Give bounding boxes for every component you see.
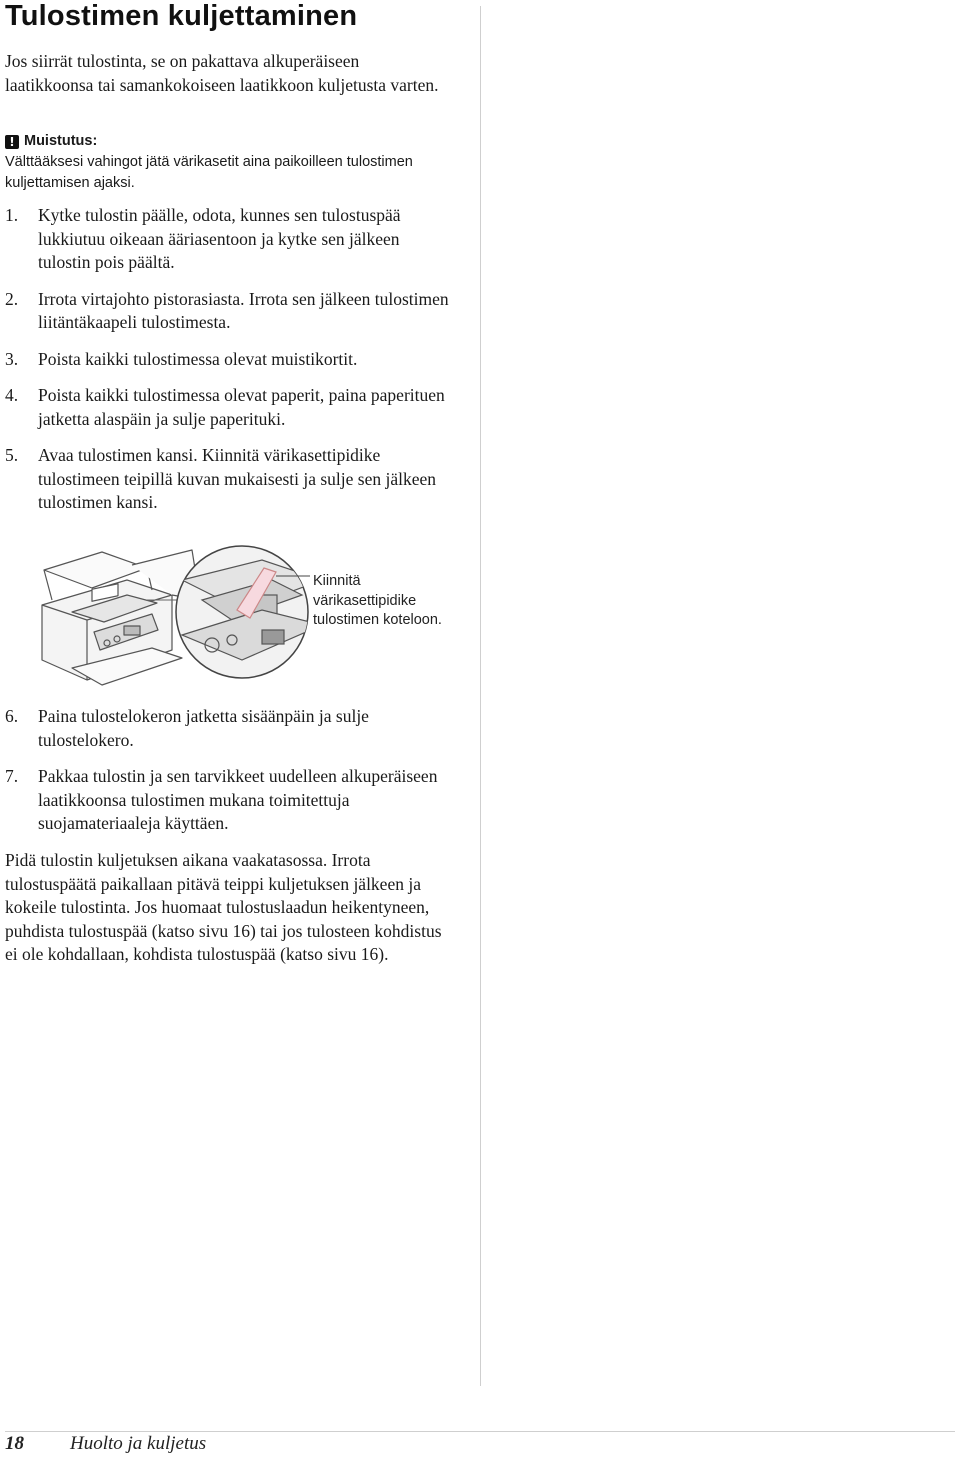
- intro-paragraph: Jos siirrät tulostinta, se on pakattava alkuperäiseen laatikkoonsa tai samankokoiseen laatikkoon kuljetusta varten.: [5, 51, 439, 95]
- step-text: Poista kaikki tulostimessa olevat muistikortit.: [38, 348, 358, 369]
- step-number: 1.: [5, 205, 19, 225]
- step-number: 6.: [5, 706, 19, 726]
- step-text: Paina tulostelokeron jatketta sisäänpäin ja sulje tulostelokero.: [38, 706, 369, 750]
- caution-header: [5, 131, 455, 152]
- closing-paragraph: Pidä tulostin kuljetuksen aikana vaakatasossa. Irrota tulostuspäätä paikallaan pitävä teippi kuljetuksen jälkeen ja kokeile tulostinta. Jos huomaat tulostuslaadun heikentyneen, puhdista tulostuspää (katso sivu 16) tai jos tulosteen kohdistus ei ole kohdallaan, kohdista tulostuspää (katso sivu 16).: [5, 850, 442, 964]
- step-text: Kytke tulostin päälle, odota, kunnes sen tulostuspää lukkiutuu oikeaan ääriasentoon ja kytke sen jälkeen tulostin pois päältä.: [38, 205, 401, 272]
- step-number: 5.: [5, 445, 19, 465]
- page-number: 18: [5, 1433, 24, 1454]
- caution-note: [5, 131, 455, 194]
- page-footer: [5, 1433, 206, 1455]
- steps-list-1: [5, 204, 455, 528]
- step-item: [5, 765, 455, 836]
- page-heading: Tulostimen kuljettaminen: [5, 0, 358, 32]
- step-item: [5, 288, 455, 335]
- step-item: [5, 705, 455, 752]
- section-title: Huolto ja kuljetus: [70, 1433, 207, 1454]
- step-number: 7.: [5, 766, 19, 786]
- figure-callout: Kiinnitä värikasettipidike tulostimen koteloon.: [313, 573, 442, 628]
- step-item: [5, 444, 455, 515]
- warning-icon: !: [5, 135, 19, 149]
- steps-list-2: [5, 705, 455, 849]
- step-text: Avaa tulostimen kansi. Kiinnitä värikasettipidike tulostimeen teipillä kuvan mukaisesti ja sulje sen jälkeen tulostimen kansi.: [38, 445, 437, 512]
- step-item: [5, 348, 455, 372]
- step-item: [5, 204, 455, 275]
- caution-title: Muistutus:: [24, 133, 98, 149]
- step-text: Poista kaikki tulostimessa olevat paperit, paina paperituen jatketta alaspäin ja sulje paperituki.: [38, 385, 445, 429]
- column-divider: [480, 6, 481, 1386]
- caution-text: Välttääksesi vahingot jätä värikasetit aina paikoilleen tulostimen kuljettamisen ajaksi.: [5, 154, 413, 191]
- step-number: 2.: [5, 288, 19, 309]
- step-number: 4.: [5, 385, 19, 405]
- step-text: Irrota virtajohto pistorasiasta. Irrota sen jälkeen tulostimen liitäntäkaapeli tulostimesta.: [38, 288, 449, 332]
- step-number: 3.: [5, 348, 19, 369]
- step-item: [5, 384, 455, 431]
- step-text: Pakkaa tulostin ja sen tarvikkeet uudelleen alkuperäiseen laatikkoonsa tulostimen mukana toimitettuja suojamateriaaleja käyttäen.: [38, 766, 438, 833]
- footer-divider: [5, 1431, 955, 1432]
